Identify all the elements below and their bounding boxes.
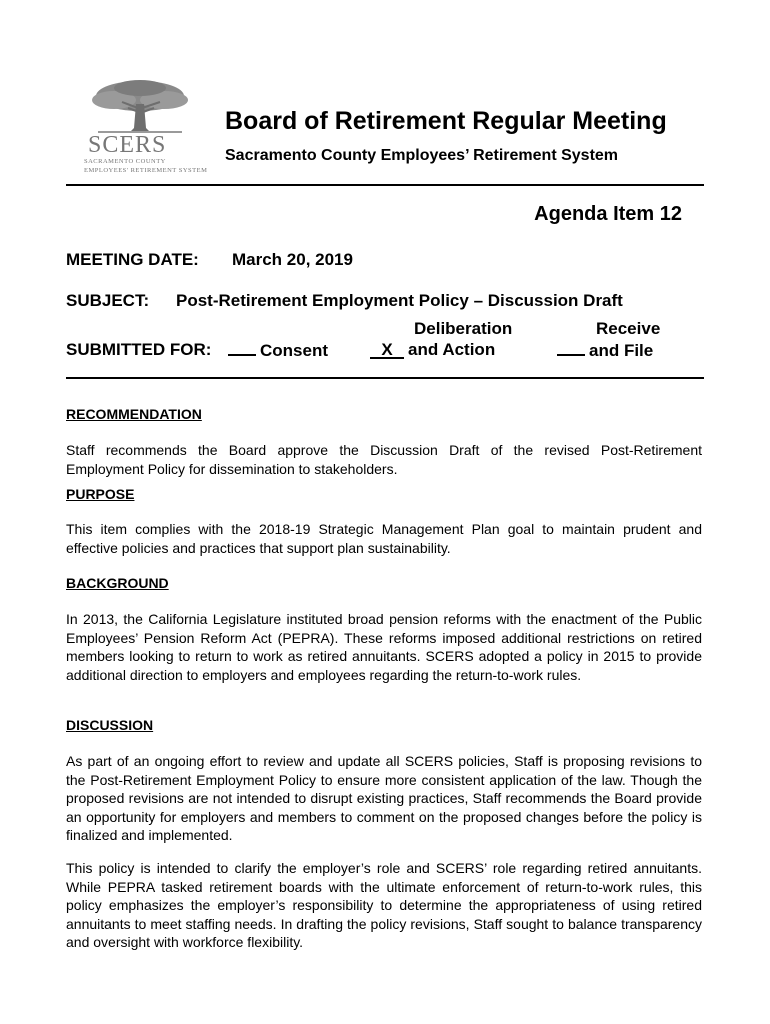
logo-subline-1: SACRAMENTO COUNTY [84,158,166,165]
logo-subline-2: EMPLOYEES' RETIREMENT SYSTEM [84,167,208,174]
logo-wordmark: SCERS [88,132,167,158]
receive-option [557,340,653,361]
background-body: In 2013, the California Legislature instituted broad pension reforms with the enactment of the Public Employees’ Pension Reform Act (PEPRA). These reforms imposed additional restrictions on retired members looking to return to work as retired annuitants. SCERS adopted a policy in 2015 to provide additional direction to employers and employees regarding the return-to-work rules. [66,611,702,683]
oak-tree-icon [84,78,194,134]
recommendation-heading: RECOMMENDATION [66,406,202,422]
page-subtitle: Sacramento County Employees’ Retirement System [225,147,619,164]
meta-divider [66,377,704,379]
receive-line-1: Receive [596,319,661,338]
meeting-date-label: MEETING DATE: [66,250,199,269]
discussion-heading: DISCUSSION [66,717,154,733]
purpose-body: This item complies with the 2018-19 Strategic Management Plan goal to maintain prudent and effective policies and practices that support plan sustainability. [66,521,702,556]
deliberation-mark: X [370,343,404,359]
purpose-heading: PURPOSE [66,486,135,502]
scers-logo [80,78,210,178]
subject-label: SUBJECT: [66,291,150,310]
background-heading: BACKGROUND [66,575,169,591]
deliberation-line-2: and Action [408,340,496,359]
receive-blank [557,340,585,356]
page-title: Board of Retirement Regular Meeting [225,107,667,135]
discussion-body-2: This policy is intended to clarify the employer’s role and SCERS’ role regarding retired annuitants. While PEPRA tasked retirement boards with the ultimate enforcement of return-to-work rules, this policy emphasizes the employer’s responsibility to determine the appropriateness of using retired annuitants to meet staffing needs. In drafting the policy revisions, Staff sought to balance transparency and oversight with workforce flexibility. [66,860,702,950]
receive-line-2: and File [589,341,654,360]
submitted-for-label: SUBMITTED FOR: [66,340,212,359]
deliberation-option [370,340,495,360]
subject-value: Post-Retirement Employment Policy – Discussion Draft [176,291,623,310]
agenda-item-label: Agenda Item 12 [534,203,682,225]
header-divider [66,184,704,186]
discussion-body-1: As part of an ongoing effort to review and update all SCERS policies, Staff is proposing revisions to the Post-Retirement Employment Policy to ensure more consistent application of the law. Though the proposed revisions are not intended to disrupt existing practices, Staff recommends the Board provide an opportunity for employers and members to comment on the proposed changes before the policy is finalized and implemented. [66,753,702,843]
consent-blank [228,340,256,356]
deliberation-line-1: Deliberation [414,319,513,338]
recommendation-body: Staff recommends the Board approve the Discussion Draft of the revised Post-Retirement Employment Policy for dissemination to stakeholders. [66,442,702,477]
meeting-date-value: March 20, 2019 [232,250,353,269]
consent-option [228,340,328,361]
consent-label: Consent [260,341,328,360]
